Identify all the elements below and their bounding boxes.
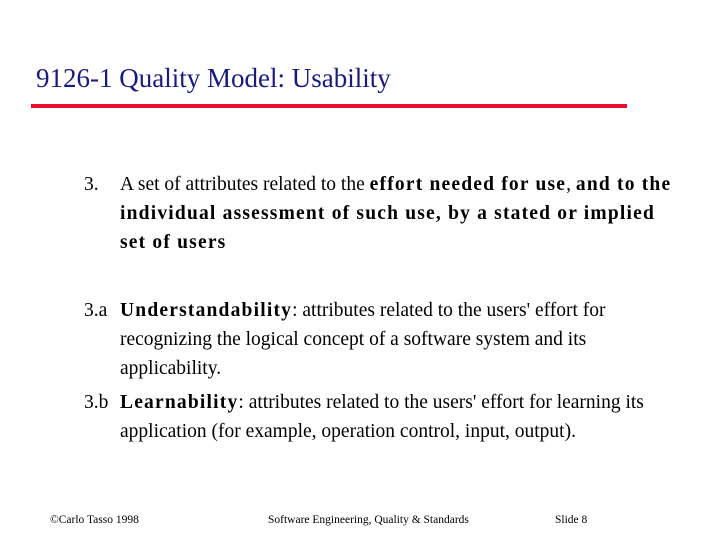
item-text: : attributes related to the users' effort for recognizing the logical concept of a software system and its applicability. bbox=[120, 300, 606, 379]
item-bold-text: Understandability bbox=[120, 300, 293, 321]
list-item-3b bbox=[84, 388, 684, 446]
item-text: A set of attributes related to the bbox=[120, 174, 370, 195]
item-number: 3.a bbox=[84, 300, 108, 321]
item-body bbox=[120, 170, 684, 257]
title-rule bbox=[31, 104, 627, 108]
item-body bbox=[120, 296, 684, 383]
item-bold-text: and to the individual assessment of such use, by a stated or implied set of users bbox=[120, 174, 672, 253]
list-item-3 bbox=[84, 170, 684, 257]
item-bold-text: Learnability bbox=[120, 392, 239, 413]
footer-copyright: ©Carlo Tasso 1998 bbox=[50, 514, 139, 526]
item-number: 3. bbox=[84, 174, 99, 195]
item-text: : attributes related to the users' effort for learning its application (for example, operation control, input, output). bbox=[120, 392, 644, 442]
slide-title: 9126-1 Quality Model: Usability bbox=[36, 63, 391, 93]
item-text: , bbox=[566, 174, 576, 195]
item-bold-text: effort needed for use bbox=[369, 174, 567, 195]
list-item-3a bbox=[84, 296, 684, 383]
item-body bbox=[120, 388, 684, 446]
footer-slide-number: Slide 8 bbox=[555, 514, 588, 526]
item-number: 3.b bbox=[84, 392, 109, 413]
footer-course: Software Engineering, Quality & Standards bbox=[268, 514, 469, 526]
